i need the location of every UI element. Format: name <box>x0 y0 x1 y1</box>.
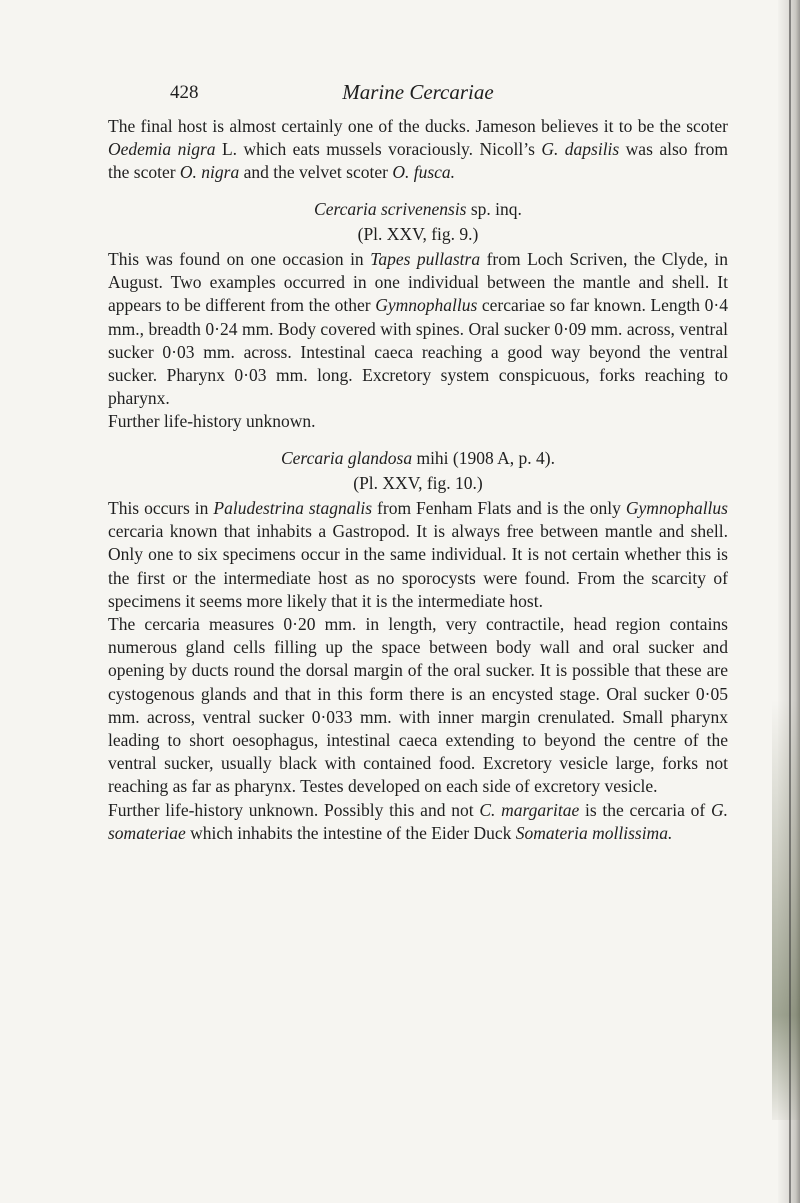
page-body <box>108 81 728 845</box>
italic-text-run: G. somateriae <box>108 799 729 843</box>
text-run: This occurs in <box>108 498 214 519</box>
text-run: The final host is almost certainly one of the ducks. Jameson believes it to be the scoter <box>108 116 728 136</box>
running-title: Marine Cercariae <box>342 80 494 104</box>
page-edge-line <box>789 0 791 1203</box>
plate-ref-fig-9: (Pl. XXV, fig. 9.) <box>357 223 479 244</box>
italic-text-run: O. fusca. <box>392 162 456 183</box>
text-run: cercariae so far known. Length 0·4 mm., breadth 0·24 mm. Body covered with spines. Oral sucker 0·09 mm. across, ventral sucker 0·03 mm. across. Intestinal caeca reaching a good way beyond the ventral sucker. Pharynx 0·03 mm. long. Excretory system conspicuous, forks reaching to pharynx. <box>108 295 728 409</box>
text-run: from Loch Scriven, the Clyde, in August. Two examples occurred in one individual between the mantle and shell. It appears to be different from the other <box>108 249 728 316</box>
text-run: sp. inq. <box>466 198 522 219</box>
paragraph-final-host <box>108 115 728 185</box>
italic-text-run: Tapes pullastra <box>370 249 481 270</box>
italic-text-run: Gymnophallus <box>625 498 728 519</box>
text-run: L. which eats mussels voraciously. Nicoll’s <box>215 139 542 160</box>
heading-cercaria-scrivenensis <box>108 198 728 221</box>
italic-text-run: Cercaria glandosa <box>280 447 413 468</box>
text-run: and the velvet scoter <box>239 162 393 183</box>
italic-text-run: Oedemia nigra <box>108 139 216 160</box>
italic-text-run: Gymnophallus <box>375 295 478 316</box>
page-edge-stain <box>772 700 800 1120</box>
italic-text-run: Paludestrina stagnalis <box>213 498 373 519</box>
heading-cercaria-glandosa <box>108 447 728 470</box>
text-run: was also from the scoter <box>108 139 728 183</box>
italic-text-run: C. margaritae <box>479 799 580 820</box>
plate-ref-fig-10: (Pl. XXV, fig. 10.) <box>353 472 483 493</box>
text-run: mihi (1908 A, p. 4). <box>412 447 555 468</box>
text-run: which inhabits the intestine of the Eider Duck <box>185 822 516 843</box>
italic-text-run: G. dapsilis <box>541 139 620 160</box>
running-header <box>108 81 728 115</box>
text-run: This was found on one occasion in <box>108 249 371 270</box>
text-run: cercaria known that inhabits a Gastropod. It is always free between mantle and shell. Only one to six specimens occur in the same individual. It is not certain whether this is the first or the intermediate host as no sporocysts were found. From the scarcity of specimens it seems more likely that it is the intermediate host. <box>108 521 728 611</box>
paragraph-glandosa-morphology: The cercaria measures 0·20 mm. in length, very contractile, head region contains numerous gland cells filling up the space between body wall and oral sucker and opening by ducts round the dorsal margin of the oral sucker. It is possible that these are cystogenous glands and that in this form there is an encysted stage. Oral sucker 0·05 mm. across, ventral sucker 0·033 mm. with inner margin crenulated. Small pharynx leading to short oesophagus, intestinal caeca extending to beyond the centre of the ventral sucker, usually black with contained food. Excretory vesicle large, forks not reaching as far as pharynx. Testes developed on each side of excretory vesicle. <box>108 614 728 797</box>
italic-text-run: Cercaria scrivenensis <box>314 198 467 219</box>
page-number: 428 <box>170 82 199 103</box>
italic-text-run: O. nigra <box>179 162 240 183</box>
paragraph-scrivenensis-description <box>108 248 728 410</box>
text-run: Further life-history unknown. Possibly this and not <box>108 799 480 820</box>
text-run: is the cercaria of <box>579 799 711 820</box>
paragraph-glandosa-life-history <box>108 799 728 845</box>
paragraph-glandosa-host <box>108 497 728 613</box>
paragraph-scrivenensis-life-history: Further life-history unknown. <box>108 411 316 432</box>
text-run: from Fenham Flats and is the only <box>372 498 626 519</box>
italic-text-run: Somateria mollissima. <box>515 822 673 843</box>
